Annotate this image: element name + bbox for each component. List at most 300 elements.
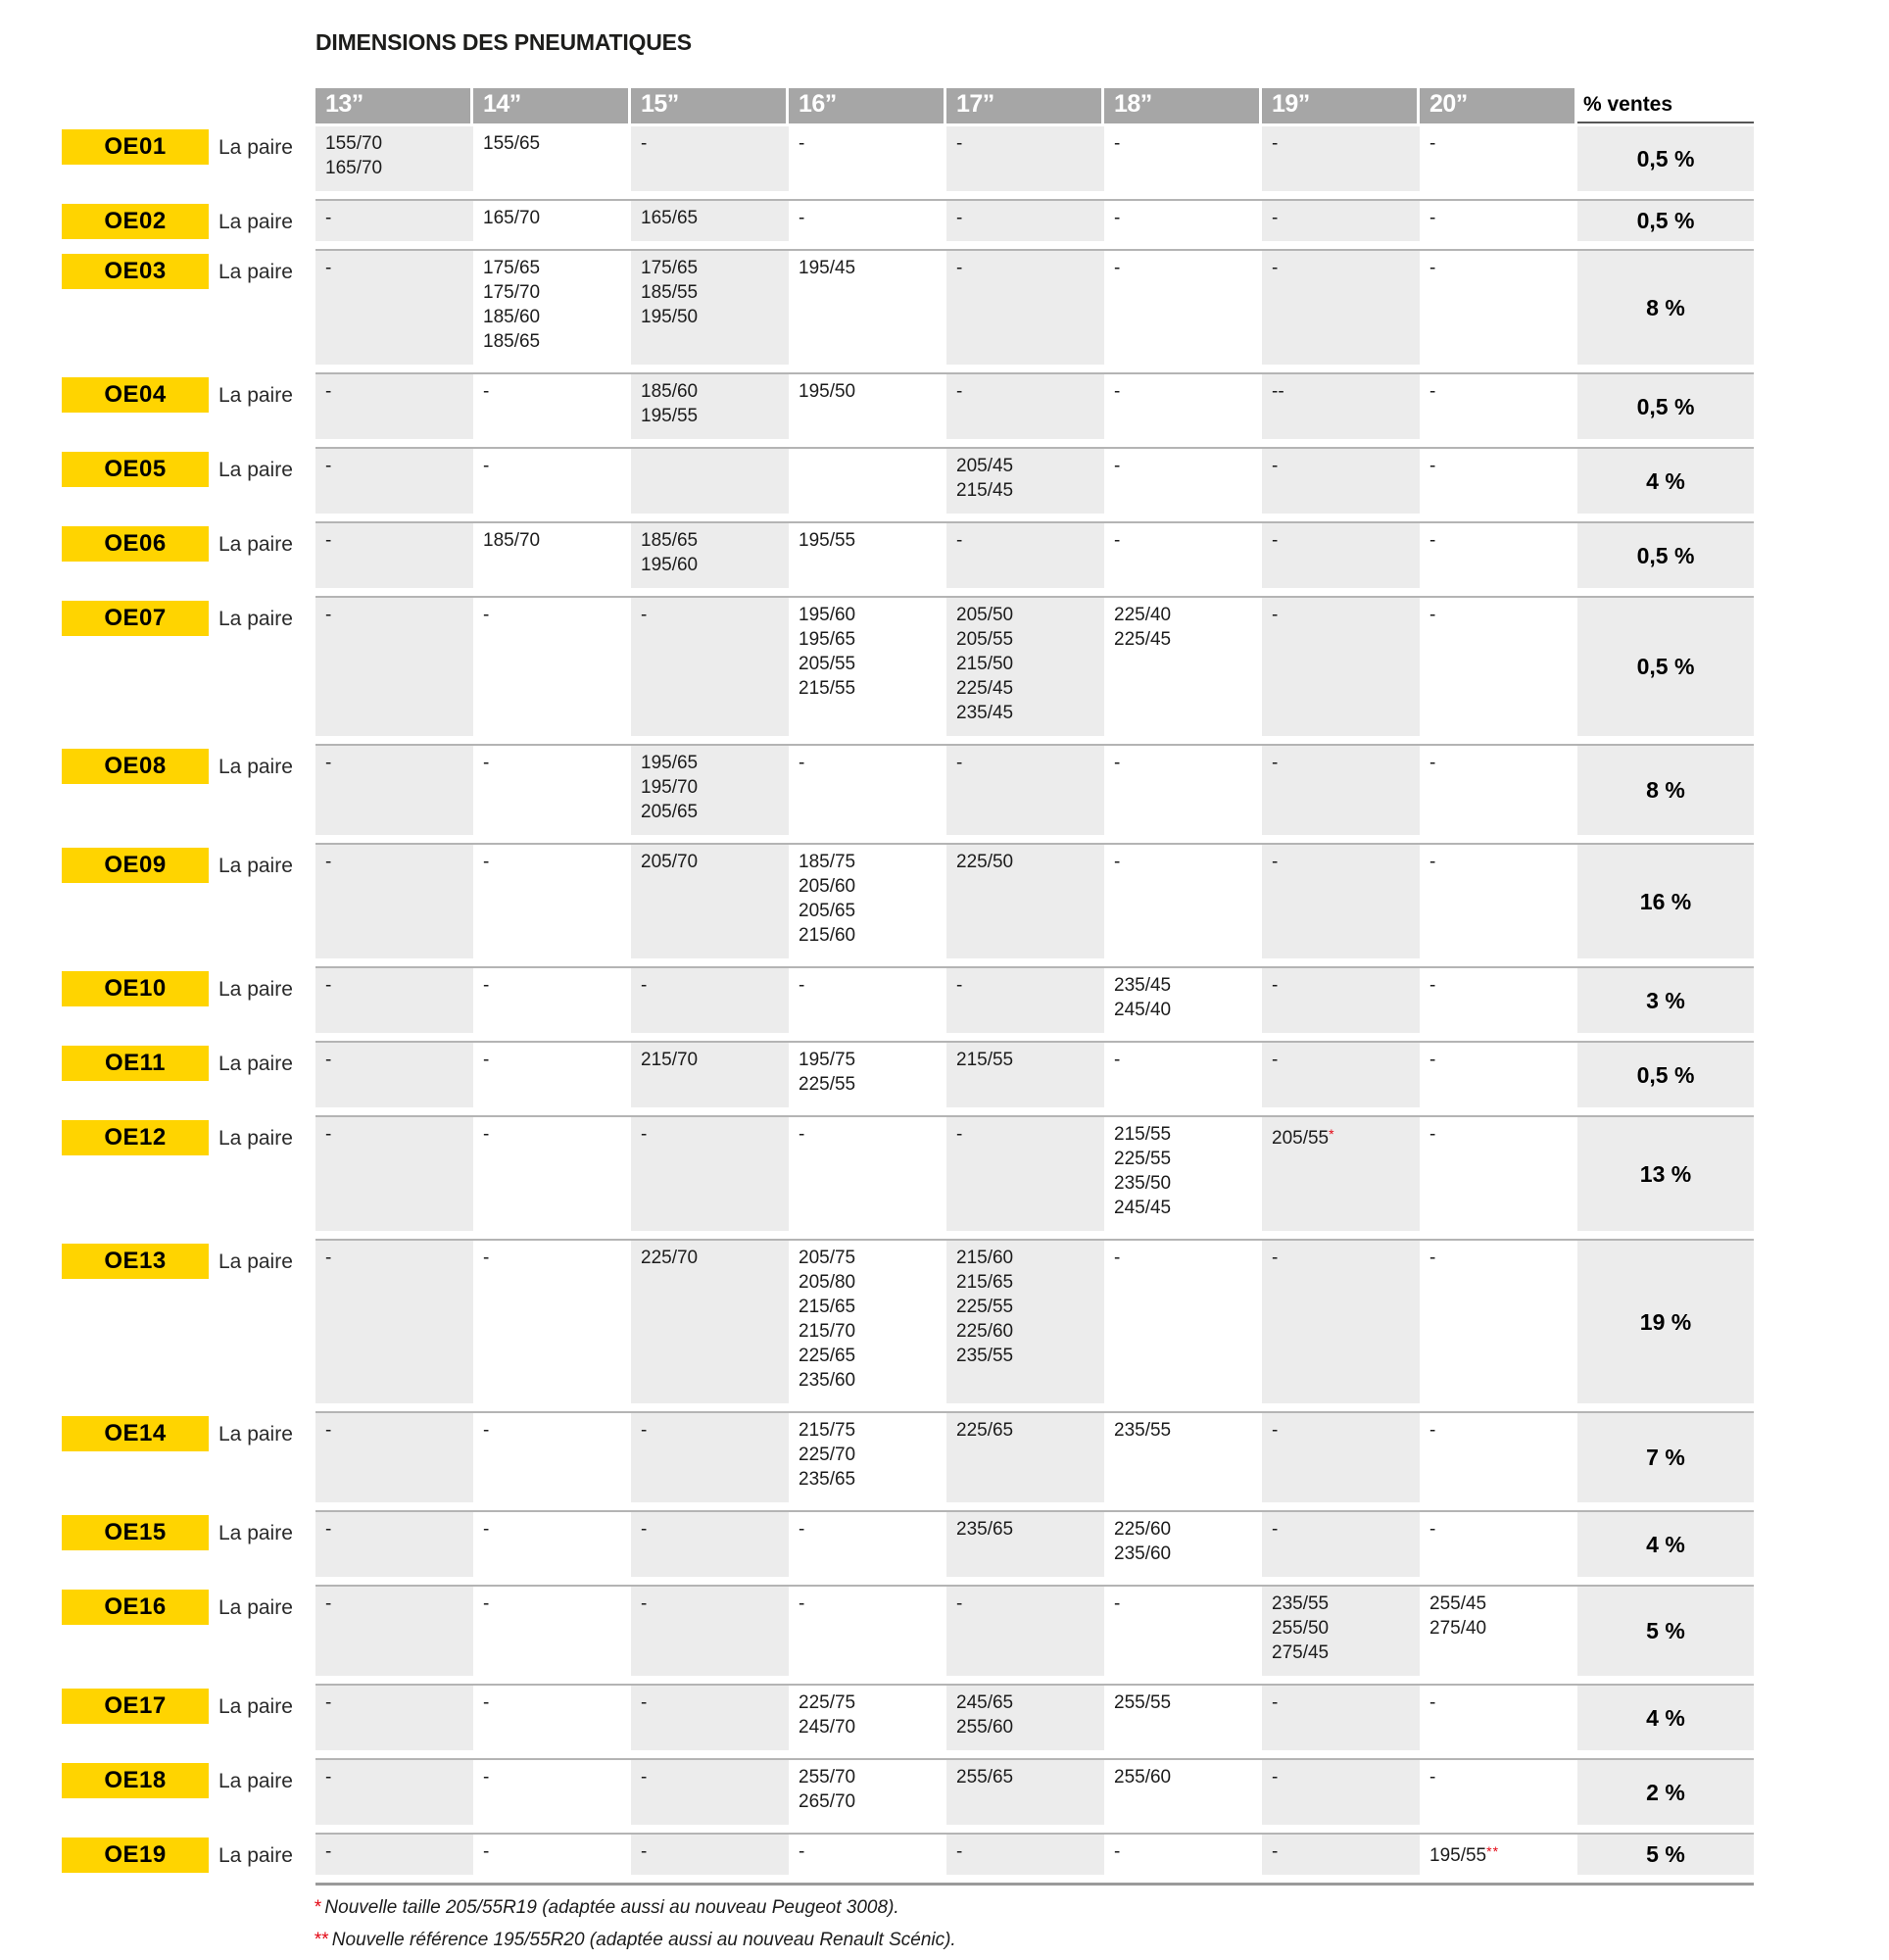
pair-label: La paire bbox=[218, 384, 293, 407]
size-cell-18-inch bbox=[1104, 1587, 1262, 1684]
size-cell-13-inch bbox=[315, 1760, 473, 1833]
size-cell-13-inch bbox=[315, 1241, 473, 1411]
row-header bbox=[62, 1760, 315, 1835]
size-cell-17-inch bbox=[946, 1413, 1104, 1510]
size-value: - bbox=[483, 1841, 490, 1862]
size-value: - bbox=[1429, 1050, 1436, 1070]
size-value: 215/65 bbox=[956, 1272, 1014, 1293]
size-value: - bbox=[1114, 208, 1121, 228]
size-value: 255/60 bbox=[1114, 1767, 1172, 1788]
size-cell-20-inch bbox=[1420, 1117, 1577, 1239]
size-value: - bbox=[325, 1248, 332, 1268]
pair-label: La paire bbox=[218, 1695, 293, 1718]
size-cell-18-inch bbox=[1104, 968, 1262, 1041]
footnote-marker: ** bbox=[314, 1930, 328, 1950]
pair-label: La paire bbox=[218, 1844, 293, 1867]
row-header bbox=[62, 968, 315, 1043]
size-value: - bbox=[1429, 852, 1436, 872]
size-cell-16-inch bbox=[789, 746, 946, 843]
row-oe08 bbox=[62, 746, 1754, 845]
size-value: - bbox=[641, 975, 648, 996]
size-cell-13-inch bbox=[315, 1413, 473, 1510]
column-header-19-inch: 19” bbox=[1262, 88, 1417, 123]
size-cell-19-inch bbox=[1262, 1043, 1420, 1115]
column-header-18-inch: 18” bbox=[1104, 88, 1259, 123]
percent-sales-cell: 4 % bbox=[1577, 1686, 1754, 1758]
size-value: - bbox=[799, 133, 805, 154]
size-value: 275/40 bbox=[1429, 1618, 1487, 1639]
size-cell-19-inch bbox=[1262, 968, 1420, 1041]
table-body bbox=[62, 126, 1754, 1886]
size-value: 175/70 bbox=[483, 282, 541, 303]
pair-label: La paire bbox=[218, 1522, 293, 1544]
size-value: - bbox=[325, 605, 332, 625]
size-cell-14-inch bbox=[473, 845, 631, 966]
size-value: 205/70 bbox=[641, 852, 699, 872]
code-badge: OE10 bbox=[62, 971, 209, 1006]
size-value: 265/70 bbox=[799, 1791, 856, 1812]
size-value: - bbox=[325, 1767, 332, 1788]
percent-sales-cell: 5 % bbox=[1577, 1587, 1754, 1684]
code-badge: OE05 bbox=[62, 452, 209, 487]
row-oe13 bbox=[62, 1241, 1754, 1413]
size-value: 225/65 bbox=[799, 1346, 856, 1366]
size-value: 235/65 bbox=[799, 1469, 856, 1490]
row-cells bbox=[315, 1413, 1754, 1512]
row-header bbox=[62, 251, 315, 374]
code-badge: OE14 bbox=[62, 1416, 209, 1451]
size-cell-16-inch bbox=[789, 1587, 946, 1684]
code-badge: OE18 bbox=[62, 1763, 209, 1798]
size-value: 245/65 bbox=[956, 1692, 1014, 1713]
size-value: 185/60 bbox=[641, 381, 699, 402]
row-header bbox=[62, 1241, 315, 1413]
size-cell-13-inch bbox=[315, 251, 473, 372]
size-value: - bbox=[1114, 530, 1121, 551]
size-value: - bbox=[956, 133, 963, 154]
size-cell-14-inch bbox=[473, 1117, 631, 1239]
size-value: 185/65 bbox=[483, 331, 541, 352]
size-cell-15-inch bbox=[631, 1835, 789, 1883]
size-value: 225/40 bbox=[1114, 605, 1172, 625]
size-cell-19-inch bbox=[1262, 1760, 1420, 1833]
size-cell-16-inch bbox=[789, 1760, 946, 1833]
size-value: - bbox=[325, 258, 332, 278]
size-value: - bbox=[641, 133, 648, 154]
size-value: - bbox=[799, 1124, 805, 1145]
row-oe03 bbox=[62, 251, 1754, 374]
row-header bbox=[62, 1835, 315, 1886]
size-cell-17-inch bbox=[946, 523, 1104, 596]
row-header bbox=[62, 1587, 315, 1686]
size-value: - bbox=[1272, 1420, 1279, 1441]
size-value: - bbox=[956, 530, 963, 551]
code-badge: OE04 bbox=[62, 377, 209, 413]
size-cell-17-inch bbox=[946, 201, 1104, 249]
percent-sales-cell: 2 % bbox=[1577, 1760, 1754, 1833]
size-cell-14-inch bbox=[473, 523, 631, 596]
size-value: 235/45 bbox=[1114, 975, 1172, 996]
size-value: - bbox=[956, 975, 963, 996]
size-value: 205/50 bbox=[956, 605, 1014, 625]
size-value: 235/60 bbox=[799, 1370, 856, 1391]
pair-label: La paire bbox=[218, 1053, 293, 1075]
size-cell-15-inch bbox=[631, 1413, 789, 1510]
size-cell-19-inch bbox=[1262, 523, 1420, 596]
size-cell-14-inch bbox=[473, 968, 631, 1041]
size-cell-16-inch bbox=[789, 1835, 946, 1883]
pair-label: La paire bbox=[218, 1423, 293, 1446]
size-value: 175/65 bbox=[483, 258, 541, 278]
size-cell-20-inch bbox=[1420, 1760, 1577, 1833]
size-value: - bbox=[483, 605, 490, 625]
size-cell-19-inch bbox=[1262, 746, 1420, 843]
size-value: - bbox=[1272, 258, 1279, 278]
size-value: 255/60 bbox=[956, 1717, 1014, 1738]
size-value: - bbox=[325, 1593, 332, 1614]
size-cell-18-inch bbox=[1104, 523, 1262, 596]
size-cell-17-inch bbox=[946, 845, 1104, 966]
percent-sales-cell: 4 % bbox=[1577, 1512, 1754, 1585]
size-value: - bbox=[1272, 1841, 1279, 1862]
size-value: 155/70 bbox=[325, 133, 383, 154]
size-value: 215/45 bbox=[956, 480, 1014, 501]
percent-sales-cell: 0,5 % bbox=[1577, 126, 1754, 199]
size-cell-20-inch bbox=[1420, 374, 1577, 447]
row-oe19 bbox=[62, 1835, 1754, 1886]
size-value: - bbox=[641, 1420, 648, 1441]
size-value: 225/65 bbox=[956, 1420, 1014, 1441]
size-value: - bbox=[799, 1593, 805, 1614]
size-cell-20-inch bbox=[1420, 1686, 1577, 1758]
size-cell-13-inch bbox=[315, 1686, 473, 1758]
size-value: - bbox=[1429, 258, 1436, 278]
size-cell-14-inch bbox=[473, 1043, 631, 1115]
size-value: 215/60 bbox=[956, 1248, 1014, 1268]
size-value: - bbox=[325, 852, 332, 872]
size-cell-20-inch bbox=[1420, 746, 1577, 843]
size-value: - bbox=[325, 1692, 332, 1713]
row-oe17 bbox=[62, 1686, 1754, 1760]
size-value: - bbox=[325, 753, 332, 773]
page-title: DIMENSIONS DES PNEUMATIQUES bbox=[315, 29, 692, 55]
size-cell-15-inch bbox=[631, 1760, 789, 1833]
percent-sales-cell: 0,5 % bbox=[1577, 201, 1754, 249]
percent-sales-cell: 0,5 % bbox=[1577, 1043, 1754, 1115]
size-value: - bbox=[325, 1420, 332, 1441]
percent-sales-cell: 3 % bbox=[1577, 968, 1754, 1041]
size-cell-16-inch bbox=[789, 201, 946, 249]
size-cell-15-inch bbox=[631, 374, 789, 447]
pair-label: La paire bbox=[218, 459, 293, 481]
size-cell-14-inch bbox=[473, 201, 631, 249]
size-value: 215/60 bbox=[799, 925, 856, 946]
size-value: - bbox=[1429, 753, 1436, 773]
size-cell-18-inch bbox=[1104, 1512, 1262, 1585]
column-header-15-inch: 15” bbox=[631, 88, 786, 123]
size-cell-16-inch bbox=[789, 1241, 946, 1411]
size-value: 245/45 bbox=[1114, 1198, 1172, 1218]
size-value: 205/65 bbox=[641, 802, 699, 822]
size-cell-15-inch bbox=[631, 746, 789, 843]
column-header-13-inch: 13” bbox=[315, 88, 470, 123]
row-header bbox=[62, 523, 315, 598]
size-value: - bbox=[641, 1519, 648, 1540]
size-value: - bbox=[325, 1519, 332, 1540]
size-value: - bbox=[325, 1124, 332, 1145]
size-value: - bbox=[325, 456, 332, 476]
size-cell-18-inch bbox=[1104, 1117, 1262, 1239]
size-value: - bbox=[1272, 208, 1279, 228]
pair-label: La paire bbox=[218, 978, 293, 1001]
size-value: - bbox=[483, 975, 490, 996]
size-value: 195/75 bbox=[799, 1050, 856, 1070]
row-oe06 bbox=[62, 523, 1754, 598]
size-cell-17-inch bbox=[946, 449, 1104, 521]
size-value: - bbox=[641, 1124, 648, 1145]
size-cell-15-inch bbox=[631, 1686, 789, 1758]
size-value: - bbox=[325, 530, 332, 551]
size-value: - bbox=[483, 753, 490, 773]
size-value: 215/75 bbox=[799, 1420, 856, 1441]
size-value: 235/55 bbox=[956, 1346, 1014, 1366]
size-value: 195/60 bbox=[799, 605, 856, 625]
size-value: 225/55 bbox=[1114, 1149, 1172, 1169]
size-value: - bbox=[483, 381, 490, 402]
size-cell-15-inch bbox=[631, 845, 789, 966]
size-value: - bbox=[1272, 753, 1279, 773]
size-value: 235/60 bbox=[1114, 1544, 1172, 1564]
size-value: - bbox=[483, 1248, 490, 1268]
size-value: - bbox=[1272, 1050, 1279, 1070]
code-badge: OE06 bbox=[62, 526, 209, 562]
size-value: 225/50 bbox=[956, 852, 1014, 872]
percent-sales-cell: 19 % bbox=[1577, 1241, 1754, 1411]
pair-label: La paire bbox=[218, 756, 293, 778]
size-cell-20-inch bbox=[1420, 845, 1577, 966]
size-value: - bbox=[1114, 258, 1121, 278]
size-value: - bbox=[956, 208, 963, 228]
size-value: 195/65 bbox=[641, 753, 699, 773]
row-oe10 bbox=[62, 968, 1754, 1043]
size-value: - bbox=[1429, 1248, 1436, 1268]
size-value: 155/65 bbox=[483, 133, 541, 154]
code-badge: OE15 bbox=[62, 1515, 209, 1550]
row-cells bbox=[315, 1043, 1754, 1117]
size-value: - bbox=[1114, 852, 1121, 872]
size-value: - bbox=[1429, 1767, 1436, 1788]
size-cell-16-inch bbox=[789, 449, 946, 521]
size-value: - bbox=[956, 258, 963, 278]
size-cell-18-inch bbox=[1104, 449, 1262, 521]
size-cell-20-inch bbox=[1420, 1413, 1577, 1510]
size-value: - bbox=[325, 1841, 332, 1862]
row-oe05 bbox=[62, 449, 1754, 523]
size-cell-16-inch bbox=[789, 845, 946, 966]
row-header bbox=[62, 1117, 315, 1241]
size-cell-17-inch bbox=[946, 1587, 1104, 1684]
size-value: -- bbox=[1272, 381, 1284, 402]
size-cell-20-inch bbox=[1420, 1512, 1577, 1585]
size-value: - bbox=[1429, 530, 1436, 551]
size-cell-13-inch bbox=[315, 598, 473, 744]
size-cell-16-inch bbox=[789, 1686, 946, 1758]
size-value: - bbox=[1114, 753, 1121, 773]
size-cell-16-inch bbox=[789, 251, 946, 372]
row-cells bbox=[315, 1512, 1754, 1587]
size-value: - bbox=[325, 975, 332, 996]
size-value: - bbox=[1429, 381, 1436, 402]
code-badge: OE07 bbox=[62, 601, 209, 636]
size-value: - bbox=[956, 381, 963, 402]
column-header-percent-ventes: % ventes bbox=[1577, 88, 1754, 123]
size-cell-14-inch bbox=[473, 126, 631, 199]
column-header-16-inch: 16” bbox=[789, 88, 944, 123]
percent-sales-cell: 8 % bbox=[1577, 251, 1754, 372]
size-value: 225/55 bbox=[956, 1297, 1014, 1317]
row-oe07 bbox=[62, 598, 1754, 746]
size-value: 225/45 bbox=[956, 678, 1014, 699]
size-cell-19-inch bbox=[1262, 1587, 1420, 1684]
size-value: 205/80 bbox=[799, 1272, 856, 1293]
size-cell-14-inch bbox=[473, 746, 631, 843]
size-cell-17-inch bbox=[946, 374, 1104, 447]
size-value: 195/55** bbox=[1429, 1843, 1500, 1866]
size-value: 205/75 bbox=[799, 1248, 856, 1268]
size-cell-18-inch bbox=[1104, 1760, 1262, 1833]
size-cell-17-inch bbox=[946, 1686, 1104, 1758]
size-cell-13-inch bbox=[315, 845, 473, 966]
size-cell-20-inch bbox=[1420, 523, 1577, 596]
footnote-2: ** Nouvelle référence 195/55R20 (adaptée aussi au nouveau Renault Scénic). bbox=[314, 1930, 956, 1950]
size-value: - bbox=[1429, 975, 1436, 996]
size-value: - bbox=[1429, 1519, 1436, 1540]
size-cell-19-inch bbox=[1262, 1241, 1420, 1411]
size-value: 225/75 bbox=[799, 1692, 856, 1713]
size-cell-19-inch bbox=[1262, 1117, 1420, 1239]
size-cell-19-inch bbox=[1262, 1413, 1420, 1510]
code-badge: OE08 bbox=[62, 749, 209, 784]
pair-label: La paire bbox=[218, 136, 293, 159]
row-oe15 bbox=[62, 1512, 1754, 1587]
size-value: 205/55 bbox=[956, 629, 1014, 650]
size-cell-19-inch bbox=[1262, 1686, 1420, 1758]
size-cell-17-inch bbox=[946, 1835, 1104, 1883]
size-cell-17-inch bbox=[946, 1241, 1104, 1411]
size-cell-16-inch bbox=[789, 1117, 946, 1239]
size-cell-19-inch bbox=[1262, 598, 1420, 744]
size-value: - bbox=[483, 1593, 490, 1614]
size-cell-18-inch bbox=[1104, 1241, 1262, 1411]
size-cell-16-inch bbox=[789, 1512, 946, 1585]
pair-label: La paire bbox=[218, 855, 293, 877]
row-cells bbox=[315, 746, 1754, 845]
size-cell-18-inch bbox=[1104, 598, 1262, 744]
size-value: 225/45 bbox=[1114, 629, 1172, 650]
size-value: 245/70 bbox=[799, 1717, 856, 1738]
size-cell-18-inch bbox=[1104, 1686, 1262, 1758]
size-value: 245/40 bbox=[1114, 1000, 1172, 1020]
row-oe01 bbox=[62, 126, 1754, 201]
size-cell-17-inch bbox=[946, 126, 1104, 199]
size-cell-17-inch bbox=[946, 1760, 1104, 1833]
row-cells bbox=[315, 523, 1754, 598]
size-value: - bbox=[1114, 133, 1121, 154]
size-cell-13-inch bbox=[315, 126, 473, 199]
row-cells bbox=[315, 1760, 1754, 1835]
row-header bbox=[62, 746, 315, 845]
size-value: - bbox=[641, 1767, 648, 1788]
size-value: - bbox=[483, 1767, 490, 1788]
row-header bbox=[62, 845, 315, 968]
size-cell-17-inch bbox=[946, 598, 1104, 744]
row-header bbox=[62, 598, 315, 746]
row-oe16 bbox=[62, 1587, 1754, 1686]
footnote-marker: * bbox=[314, 1897, 321, 1918]
row-header bbox=[62, 1043, 315, 1117]
size-value: 175/65 bbox=[641, 258, 699, 278]
size-value: 185/75 bbox=[799, 852, 856, 872]
row-cells bbox=[315, 598, 1754, 746]
size-cell-18-inch bbox=[1104, 845, 1262, 966]
row-header bbox=[62, 201, 315, 251]
size-cell-14-inch bbox=[473, 1241, 631, 1411]
size-cell-15-inch bbox=[631, 251, 789, 372]
size-value: 215/65 bbox=[799, 1297, 856, 1317]
size-cell-14-inch bbox=[473, 1512, 631, 1585]
size-cell-20-inch bbox=[1420, 201, 1577, 249]
row-cells bbox=[315, 1117, 1754, 1241]
size-cell-13-inch bbox=[315, 374, 473, 447]
row-cells bbox=[315, 251, 1754, 374]
size-value: - bbox=[799, 975, 805, 996]
percent-sales-cell: 16 % bbox=[1577, 845, 1754, 966]
size-cell-18-inch bbox=[1104, 1835, 1262, 1883]
pair-label: La paire bbox=[218, 1770, 293, 1792]
size-value: 205/65 bbox=[799, 901, 856, 921]
code-badge: OE01 bbox=[62, 129, 209, 165]
code-badge: OE12 bbox=[62, 1120, 209, 1155]
size-cell-14-inch bbox=[473, 374, 631, 447]
size-cell-17-inch bbox=[946, 1117, 1104, 1239]
size-cell-20-inch bbox=[1420, 126, 1577, 199]
size-cell-15-inch bbox=[631, 449, 789, 521]
size-value: - bbox=[483, 1692, 490, 1713]
size-value: 215/50 bbox=[956, 654, 1014, 674]
size-cell-20-inch bbox=[1420, 251, 1577, 372]
row-oe02 bbox=[62, 201, 1754, 251]
size-value: - bbox=[799, 1519, 805, 1540]
size-cell-17-inch bbox=[946, 1043, 1104, 1115]
size-cell-14-inch bbox=[473, 251, 631, 372]
size-cell-15-inch bbox=[631, 968, 789, 1041]
row-cells bbox=[315, 968, 1754, 1043]
percent-sales-cell: 0,5 % bbox=[1577, 374, 1754, 447]
size-value: - bbox=[325, 381, 332, 402]
size-value: 215/70 bbox=[641, 1050, 699, 1070]
size-value: 225/60 bbox=[1114, 1519, 1172, 1540]
percent-sales-cell: 5 % bbox=[1577, 1835, 1754, 1883]
size-cell-20-inch bbox=[1420, 449, 1577, 521]
size-value: 205/55* bbox=[1272, 1126, 1335, 1149]
size-value: - bbox=[483, 456, 490, 476]
size-value: - bbox=[1114, 1841, 1121, 1862]
row-cells bbox=[315, 1241, 1754, 1413]
size-cell-14-inch bbox=[473, 598, 631, 744]
pair-label: La paire bbox=[218, 1596, 293, 1619]
row-header bbox=[62, 126, 315, 201]
size-value: - bbox=[799, 208, 805, 228]
